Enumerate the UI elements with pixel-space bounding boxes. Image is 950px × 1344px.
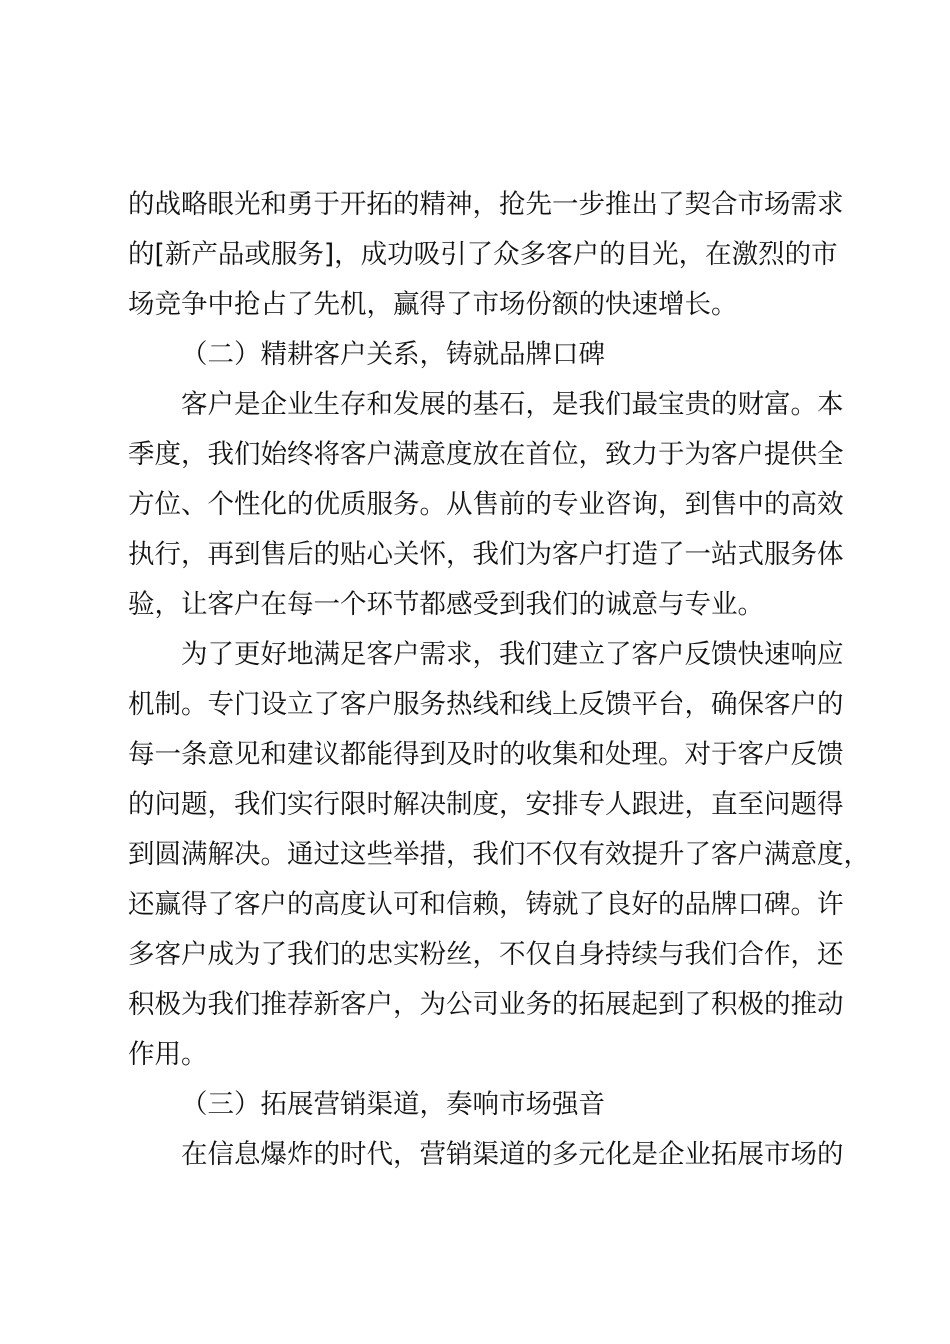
- body-text-line: 的[新产品或服务]，成功吸引了众多客户的目光，在激烈的市: [128, 239, 838, 270]
- body-text-line: 每一条意见和建议都能得到及时的收集和处理。对于客户反馈: [128, 739, 844, 770]
- paragraph-first-line: 为了更好地满足客户需求，我们建立了客户反馈快速响应: [181, 639, 844, 670]
- body-text-line: 的问题，我们实行限时解决制度，安排专人跟进，直至问题得: [128, 789, 844, 820]
- body-text-line: 积极为我们推荐新客户，为公司业务的拓展起到了积极的推动: [128, 989, 844, 1020]
- body-text-line: 的战略眼光和勇于开拓的精神，抢先一步推出了契合市场需求: [128, 189, 844, 220]
- body-text-line: 场竞争中抢占了先机，赢得了市场份额的快速增长。: [128, 289, 738, 320]
- body-text-line: 作用。: [128, 1039, 208, 1070]
- paragraph-first-line: 在信息爆炸的时代，营销渠道的多元化是企业拓展市场的: [181, 1139, 844, 1170]
- body-text-line: 季度，我们始终将客户满意度放在首位，致力于为客户提供全: [128, 439, 844, 470]
- body-text-line: 机制。专门设立了客户服务热线和线上反馈平台，确保客户的: [128, 689, 844, 720]
- section-heading: （二）精耕客户关系，铸就品牌口碑: [181, 339, 605, 370]
- body-text-line: 执行，再到售后的贴心关怀，我们为客户打造了一站式服务体: [128, 539, 844, 570]
- section-heading: （三）拓展营销渠道，奏响市场强音: [181, 1089, 605, 1120]
- body-text-line: 到圆满解决。通过这些举措，我们不仅有效提升了客户满意度，: [128, 839, 870, 870]
- body-text-line: 方位、个性化的优质服务。从售前的专业咨询，到售中的高效: [128, 489, 844, 520]
- paragraph-first-line: 客户是企业生存和发展的基石，是我们最宝贵的财富。本: [181, 389, 844, 420]
- body-text-line: 多客户成为了我们的忠实粉丝，不仅自身持续与我们合作，还: [128, 939, 844, 970]
- body-text-line: 验，让客户在每一个环节都感受到我们的诚意与专业。: [128, 589, 764, 620]
- body-text-line: 还赢得了客户的高度认可和信赖，铸就了良好的品牌口碑。许: [128, 889, 844, 920]
